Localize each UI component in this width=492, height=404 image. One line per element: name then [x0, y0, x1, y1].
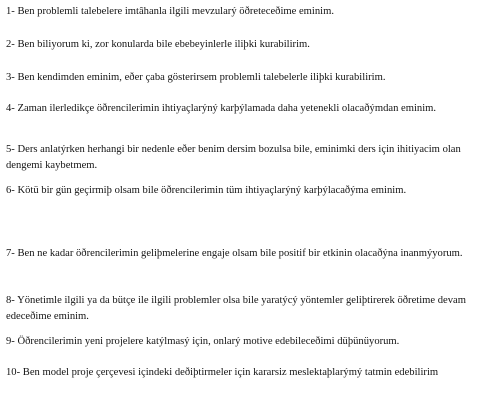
- statement-1: 1- Ben problemli talebelere imtâhanla ilgili mevzularý öðreteceðime eminim.: [6, 6, 334, 17]
- statement-4: 4- Zaman ilerledikçe öðrencilerimin ihtiyaçlarýný karþýlamada daha yetenekli olacaðýmdan eminim.: [6, 103, 437, 114]
- statement-8: 8- Yönetimle ilgili ya da bütçe ile ilgili problemler olsa bile yaratýcý yöntemler geliþtirerek öðretime devam edeceðime eminim.: [6, 295, 466, 322]
- statement-2: 2- Ben biliyorum ki, zor konularda bile ebebeyinlerle iliþki kurabilirim.: [6, 39, 310, 50]
- statement-10: 10- Ben model proje çerçevesi içindeki deðiþtirmeler için kararsiz meslektaþlarýmý tatmin edebilirim: [6, 367, 439, 378]
- statement-5: 5- Ders anlatýrken herhangi bir nedenle eðer benim dersim bozulsa bile, eminimki ders için ihitiyacim olan dengemi kaybetmem.: [6, 144, 461, 171]
- statement-9: 9- Öðrencilerimin yeni projelere katýlmasý için, onlarý motive edebileceðimi düþünüyorum.: [6, 336, 400, 347]
- statement-6: 6- Kötü bir gün geçirmiþ olsam bile öðrencilerimin tüm ihtiyaçlarýný karþýlacaðýma eminim.: [6, 185, 407, 196]
- statement-3: 3- Ben kendimden eminim, eðer çaba gösterirsem problemli talebelerle iliþki kurabilirim.: [6, 72, 386, 83]
- statement-7: 7- Ben ne kadar öðrencilerimin geliþmelerine engaje olsam bile positif bir etkinin olacaðýna inanmýyorum.: [6, 248, 463, 259]
